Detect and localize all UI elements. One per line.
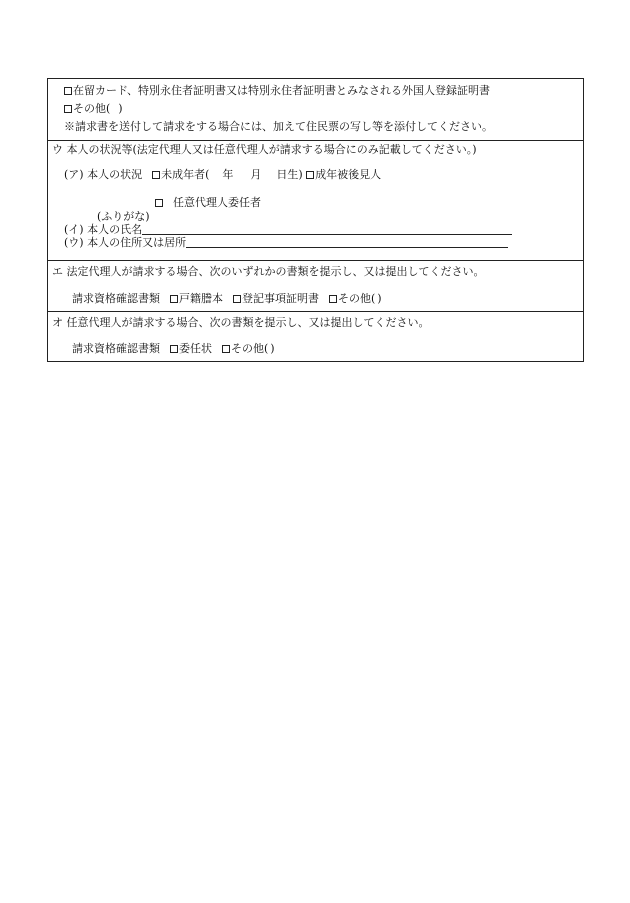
adult-ward-label: 成年被後見人 <box>315 168 382 181</box>
other-document-checkbox[interactable] <box>64 105 72 113</box>
identity-documents-section <box>48 79 583 140</box>
voluntary-agent-section <box>48 311 583 361</box>
minor-label: 未成年者( <box>161 168 210 181</box>
adult-ward-checkbox[interactable] <box>306 171 314 179</box>
legal-other-checkbox[interactable] <box>329 295 337 303</box>
voluntary-principal-checkbox[interactable] <box>155 199 163 207</box>
section-e-heading: エ 法定代理人が請求する場合、次のいずれかの書類を提示し、又は提出してください。 <box>52 265 485 278</box>
principal-status-section <box>48 140 583 260</box>
legal-docs-label: 請求資格確認書類 <box>72 292 160 305</box>
voluntary-other-checkbox[interactable] <box>222 345 230 353</box>
name-field[interactable] <box>142 224 512 235</box>
section-u-heading: ウ 本人の状況等(法定代理人又は任意代理人が請求する場合にのみ記載してください。) <box>52 143 477 156</box>
legal-other-close: ) <box>377 292 382 305</box>
status-label: (ア) 本人の状況 <box>64 168 143 181</box>
koseki-label: 戸籍謄本 <box>179 292 223 305</box>
address-label: (ウ) 本人の住所又は居所 <box>64 236 187 249</box>
year-label: 年 <box>222 168 234 181</box>
registry-cert-label: 登記事項証明書 <box>242 292 319 305</box>
koseki-checkbox[interactable] <box>170 295 178 303</box>
voluntary-agent-docs-row <box>72 342 275 356</box>
legal-other-label: その他( <box>338 292 376 305</box>
legal-agent-docs-row <box>72 292 382 306</box>
residence-card-option[interactable] <box>64 84 490 98</box>
proxy-letter-label: 委任状 <box>179 342 212 355</box>
voluntary-other-close: ) <box>270 342 275 355</box>
furigana-label: (ふりがな) <box>97 210 150 223</box>
voluntary-docs-label: 請求資格確認書類 <box>72 342 160 355</box>
address-field[interactable] <box>186 237 508 248</box>
principal-status-row <box>64 168 381 182</box>
voluntary-principal-label: 任意代理人委任者 <box>173 196 261 209</box>
other-document-close: ) <box>118 102 123 115</box>
minor-checkbox[interactable] <box>152 171 160 179</box>
principal-address-row <box>64 236 508 250</box>
other-document-option[interactable] <box>64 102 123 116</box>
day-label: 日生) <box>276 168 303 181</box>
residence-card-label: 在留カード、特別永住者証明書又は特別永住者証明書とみなされる外国人登録証明書 <box>73 84 491 97</box>
principal-name-row <box>64 223 512 237</box>
request-form-table <box>47 78 584 362</box>
month-label: 月 <box>250 168 262 181</box>
mailing-note: ※請求書を送付して請求をする場合には、加えて住民票の写し等を添付してください。 <box>64 120 493 133</box>
section-o-heading: オ 任意代理人が請求する場合、次の書類を提示し、又は提出してください。 <box>52 316 430 329</box>
name-label: (イ) 本人の氏名 <box>64 223 143 236</box>
registry-cert-checkbox[interactable] <box>233 295 241 303</box>
voluntary-principal-option[interactable] <box>155 196 261 210</box>
voluntary-other-label: その他( <box>231 342 269 355</box>
other-document-label: その他( <box>73 102 111 115</box>
proxy-letter-checkbox[interactable] <box>170 345 178 353</box>
legal-agent-section <box>48 260 583 311</box>
residence-card-checkbox[interactable] <box>64 87 72 95</box>
